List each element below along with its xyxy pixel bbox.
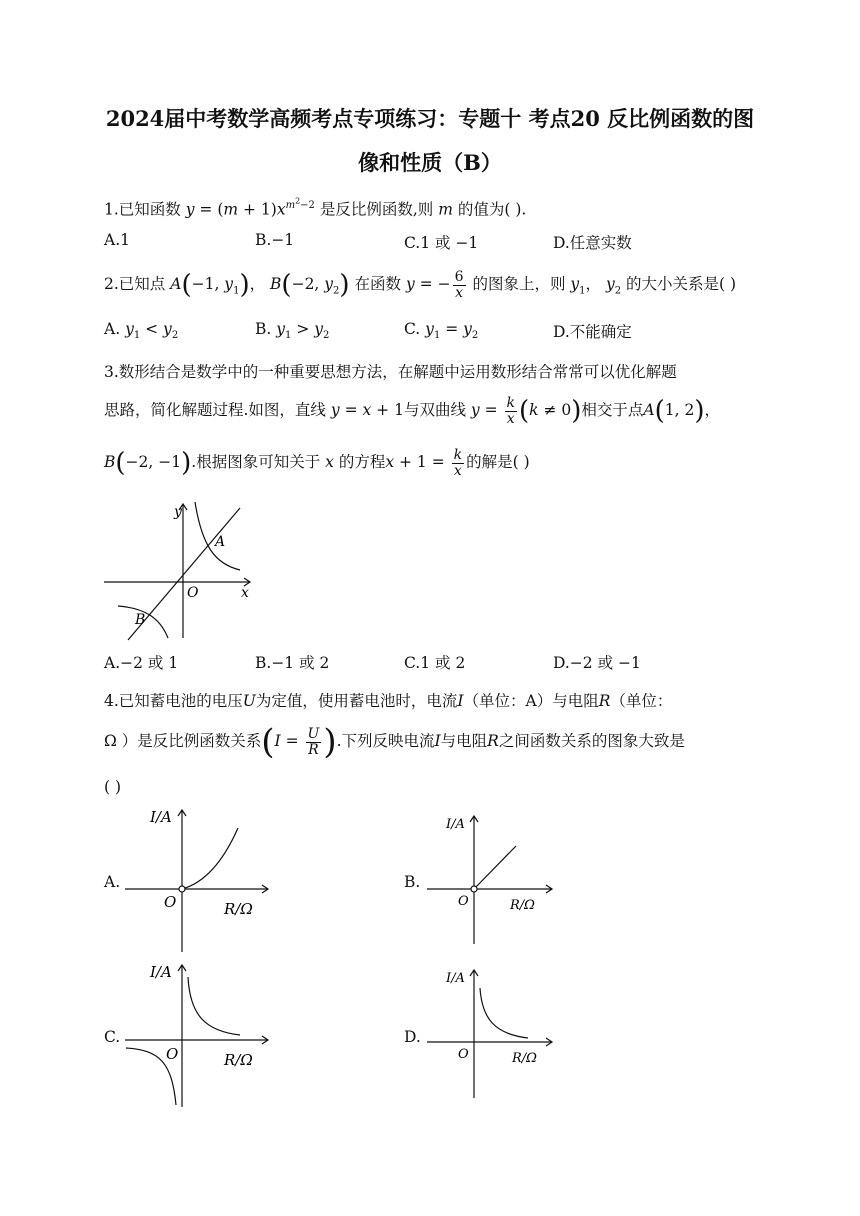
q1-option-d: D.任意实数 (553, 234, 632, 252)
q4-line2-suffix2: 与电阻 (440, 732, 488, 750)
q3-line3-mid2: 的方程 (338, 453, 386, 472)
origin-label: O (458, 1047, 469, 1062)
page-title-line1: 2024届中考数学高频考点专项练习：专题十 考点20 反比例函数的图 (105, 106, 755, 131)
q1-prefix: 1.已知函数 (104, 200, 181, 219)
q2-suffix2: 的大小关系是( ) (626, 275, 737, 294)
q4-option-c: C. (104, 1028, 121, 1046)
q4-option-b: B. (404, 873, 421, 891)
ia-label: I/A (150, 808, 172, 826)
q2-suffix: 的图象上，则 (472, 275, 566, 294)
q4-graph-d (422, 962, 562, 1102)
point-a-label: A (215, 534, 226, 550)
q3-option-c: C.1 或 2 (404, 654, 466, 672)
q3-hyperbola-figure (100, 498, 260, 643)
ia-label: I/A (446, 971, 465, 986)
q2-option-a-label: A. (104, 320, 121, 338)
q3-option-b: B.−1 或 2 (255, 654, 330, 672)
r-label: R/Ω (510, 898, 535, 913)
ia-label: I/A (446, 817, 465, 832)
q3-option-a: A.−2 或 1 (104, 654, 179, 672)
q3-line2-suffix: 相交于点 (581, 401, 644, 420)
q1-suffix2: 的值为( ). (457, 200, 527, 219)
q3-line3: B(−2, −1).根据图象可知关于 x 的方程x + 1 = $\frac{k}{x}$ 的解是( ) (104, 447, 530, 479)
q4-option-a: A. (104, 873, 121, 891)
q3-option-d: D.−2 或 −1 (553, 654, 641, 672)
q4-line3: ( ) (104, 778, 122, 796)
r-label: R/Ω (224, 900, 253, 918)
origin-label: O (187, 585, 199, 601)
origin-label: O (164, 893, 177, 911)
q4-graph-a (120, 800, 280, 955)
q2-option-c: C. $y_1 = y_2$ (404, 320, 479, 342)
q3-line2-prefix: 思路，简化解题过程.如图，直线 (104, 401, 326, 420)
q4-line2-suffix3: 之间函数关系的图象大致是 (498, 732, 685, 750)
q4-line1-mid2: （单位：A）与电阻 (463, 692, 599, 710)
y-label: y (174, 504, 182, 520)
page-title-line2: 像和性质（B） (358, 150, 502, 175)
q4-line2: Ω ）是反比例函数关系(I = $\frac{U}{R}$ ).下列反映电流I与电阻R之间函数关系的图象大致是 (104, 722, 685, 762)
q2-option-b: B. $y_1 > y_2$ (255, 320, 330, 342)
q4-line1: 4.已知蓄电池的电压U为定值，使用蓄电池时，电流I（单位：A）与电阻R（单位： (104, 692, 673, 710)
q1-option-b: B.−1 (255, 231, 295, 249)
q4-line2-suffix: .下列反映电流 (336, 732, 435, 750)
q1-option-c: C.1 或 −1 (404, 234, 479, 252)
q2-prefix: 2.已知点 (104, 275, 166, 294)
origin-label: O (458, 894, 469, 909)
origin-label: O (166, 1045, 179, 1063)
point-b-label: B (135, 612, 146, 628)
q4-option-d: D. (404, 1028, 421, 1046)
r-label: R/Ω (512, 1051, 537, 1066)
q2-option-c-label: C. (404, 320, 421, 338)
q3-line2-mid: 与双曲线 (403, 401, 466, 420)
question-2: 2.已知点 A(−1, $y_1$)， B(−2, $y_2$) 在函数 y = − $\frac{6}{x}$ 的图象上，则 $y_1$， $y_2$ 的大小关系是( ) (104, 269, 737, 301)
ia-label: I/A (150, 963, 172, 981)
q2-option-a: A. $y_1 < y_2$ (104, 320, 179, 342)
q4-line2-prefix: Ω ）是反比例函数关系 (104, 732, 262, 750)
q3-line2: 思路，简化解题过程.如图，直线 y = x + 1与双曲线 y = $\frac{k}{x}$ (k ≠ 0)相交于点A(1, 2)， (104, 395, 721, 427)
q2-mid: 在函数 (354, 275, 402, 294)
q4-line1-mid: 为定值，使用蓄电池时，电流 (255, 692, 458, 710)
q3-line1: 3.数形结合是数学中的一种重要思想方法，在解题中运用数形结合常常可以优化解题 (104, 363, 677, 381)
q4-graph-c (120, 955, 280, 1110)
q4-line1-suffix: （单位： (610, 692, 673, 710)
q4-graph-b (422, 808, 562, 948)
q1-suffix: 是反比例函数,则 (319, 200, 434, 219)
q3-line3-suffix: 的解是( ) (466, 453, 530, 472)
q1-option-a: A.1 (104, 231, 130, 249)
q2-option-d: D.不能确定 (553, 323, 632, 341)
q2-option-b-label: B. (255, 320, 272, 338)
q4-line1-prefix: 4.已知蓄电池的电压 (104, 692, 243, 710)
q3-line3-mid: .根据图象可知关于 (191, 453, 321, 472)
r-label: R/Ω (224, 1051, 253, 1069)
question-1: 1.已知函数 $y = (m + 1)x^{m^2-2}$ 是反比例函数,则 m 的值为( ). (104, 197, 527, 219)
x-label: x (241, 585, 249, 601)
